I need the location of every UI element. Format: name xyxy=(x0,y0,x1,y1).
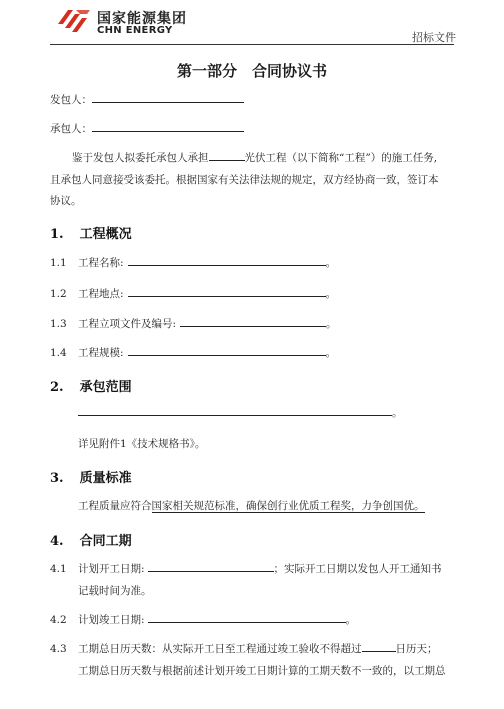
section-1-heading xyxy=(50,223,132,242)
item-end: 。 xyxy=(325,347,337,359)
intro-line-2: 且承包人同意接受该委托。根据国家有关法律法规的规定，双方经协商一致，签订本 xyxy=(50,174,439,186)
logo-english-name: CHN ENERGY xyxy=(97,25,173,36)
project-name-blank[interactable] xyxy=(209,151,245,161)
planned-start-label: 计划开工日期: xyxy=(78,563,145,575)
project-scale-field[interactable] xyxy=(128,346,326,356)
planned-completion-label: 计划竣工日期: xyxy=(78,614,145,626)
employer-blank[interactable] xyxy=(92,93,244,103)
employer-line xyxy=(50,92,244,107)
section-4-number: 4. xyxy=(50,534,64,549)
employer-label: 发包人： xyxy=(50,94,92,106)
section-3-title: 质量标准 xyxy=(79,471,132,486)
item-1-2 xyxy=(50,286,336,301)
quality-text-underlined: 国家相关规范标准，确保创行业优质工程奖，力争创国优。 xyxy=(151,500,425,512)
item-end: 。 xyxy=(326,318,337,330)
intro-text-a: 鉴于发包人拟委托承包人承担 xyxy=(72,152,209,164)
item-number: 1.2 xyxy=(50,288,67,300)
contractor-blank[interactable] xyxy=(92,122,244,132)
item-1-4 xyxy=(50,345,336,360)
item-label: 工程地点: xyxy=(78,288,124,300)
item-number: 1.3 xyxy=(50,318,67,330)
logo-chinese-name: 国家能源集团 xyxy=(97,11,187,27)
section-1-number: 1. xyxy=(50,227,64,242)
contractor-label: 承包人： xyxy=(50,123,92,135)
section-2-heading xyxy=(50,376,132,395)
item-label: 工程名称: xyxy=(78,257,124,269)
scope-line xyxy=(78,405,403,420)
contractor-line xyxy=(50,121,244,136)
item-4-2 xyxy=(50,612,356,627)
section-2-number: 2. xyxy=(50,380,64,395)
section-4-title: 合同工期 xyxy=(79,534,132,549)
duration-text-a: 工期总日历天数：从实际开工日至工程通过竣工验收不得超过 xyxy=(78,643,362,655)
item-number: 4.3 xyxy=(50,643,67,655)
project-name-field[interactable] xyxy=(128,256,326,266)
document-type-label: 招标文件 xyxy=(412,31,456,44)
item-number: 4.2 xyxy=(50,614,67,626)
item-1-3 xyxy=(50,316,337,331)
duration-text-b: 日历天； xyxy=(395,643,438,655)
scope-note: 详见附件1《技术规格书》。 xyxy=(78,438,206,450)
item-4-1-cont: 记载时间为准。 xyxy=(78,585,152,597)
item-number: 4.1 xyxy=(50,563,67,575)
planned-completion-date-field[interactable] xyxy=(148,613,346,623)
item-end: 。 xyxy=(325,257,337,269)
section-3-number: 3. xyxy=(50,471,64,486)
section-4-heading xyxy=(50,530,132,549)
intro-line-3: 协议。 xyxy=(50,195,82,207)
chn-energy-logo-icon xyxy=(54,4,94,34)
quality-text xyxy=(78,498,425,513)
item-end: 。 xyxy=(325,288,337,300)
page-title: 第一部分 合同协议书 xyxy=(176,62,327,80)
approval-document-field[interactable] xyxy=(180,317,326,327)
scope-field[interactable] xyxy=(78,406,392,416)
header-divider xyxy=(50,44,454,45)
item-4-3-cont: 工期总日历天数与根据前述计划开竣工日期计算的工期天数不一致的，以工期总 xyxy=(78,665,446,677)
scope-end: 。 xyxy=(392,407,403,419)
intro-line-1 xyxy=(72,150,437,165)
item-number: 1.1 xyxy=(50,257,67,269)
item-1-1 xyxy=(50,255,336,270)
intro-text-b: 光伏工程（以下简称“工程”）的施工任务, xyxy=(244,152,438,164)
project-location-field[interactable] xyxy=(128,287,326,297)
section-2-title: 承包范围 xyxy=(79,380,132,395)
section-3-heading xyxy=(50,467,132,486)
planned-start-text: ；实际开工日期以发包人开工通知书 xyxy=(273,563,442,575)
total-days-field[interactable] xyxy=(362,642,396,652)
item-end: 。 xyxy=(345,614,357,626)
planned-start-date-field[interactable] xyxy=(148,562,274,572)
quality-text-a: 工程质量应符合 xyxy=(78,500,152,512)
item-4-3 xyxy=(50,641,438,656)
item-label: 工程立项文件及编号: xyxy=(78,318,177,330)
item-number: 1.4 xyxy=(50,347,67,359)
section-1-title: 工程概况 xyxy=(79,227,132,242)
item-4-1 xyxy=(50,561,442,576)
item-label: 工程规模: xyxy=(78,347,124,359)
